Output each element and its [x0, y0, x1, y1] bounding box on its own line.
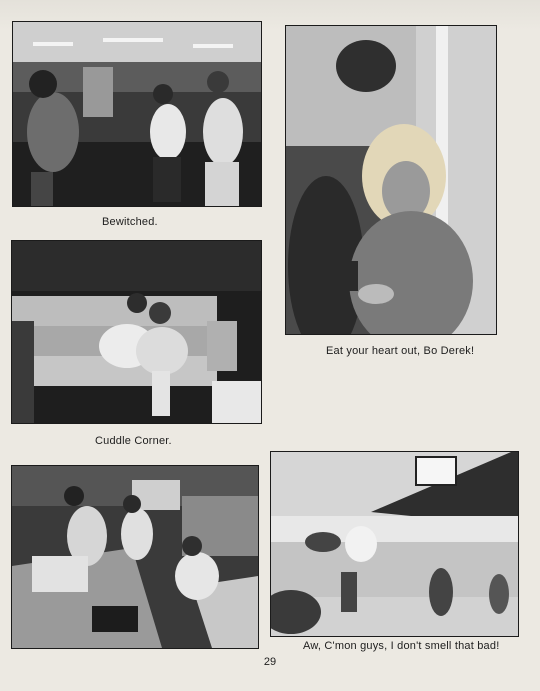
- photo-bowling-lanes: [12, 466, 258, 648]
- photo-caption: Aw, C'mon guys, I don't smell that bad!: [303, 640, 500, 652]
- photo-cuddle-corner: [12, 241, 261, 423]
- photo-caption: Bewitched.: [102, 216, 158, 228]
- photo-caption: Eat your heart out, Bo Derek!: [326, 345, 475, 357]
- photo-caption: Cuddle Corner.: [95, 435, 172, 447]
- photo-bo-derek: [286, 26, 496, 334]
- photo-bewitched: [13, 22, 261, 206]
- page-number: 29: [263, 656, 277, 668]
- photo-gym: [271, 452, 518, 636]
